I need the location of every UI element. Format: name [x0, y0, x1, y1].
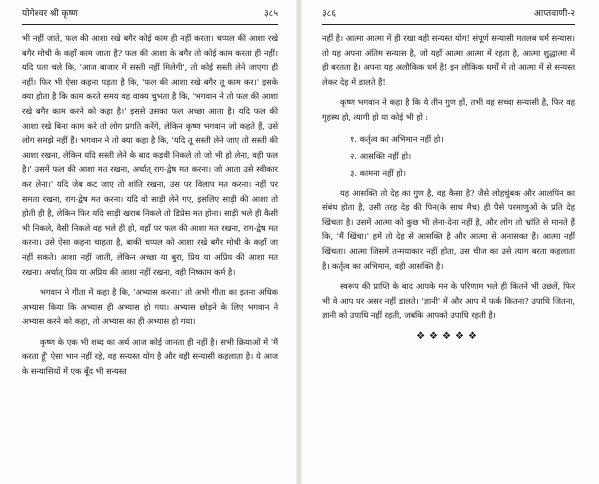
- paragraph: भगवान ने गीता में कहा है कि, 'अभ्यास करना।' तो अभी गीता का इतना अधिक अभ्यास किया कि अभ्यास ही अभ्यास हो गया। अभ्यास छोड़ने के लिए भगवान ने अभ्यास करने को कहा, तो अभ्यास का ही अभ्यास हो गया।: [22, 287, 278, 327]
- header-rule-left: [22, 24, 278, 25]
- qualities-list: [322, 131, 575, 182]
- right-page-header: [322, 8, 575, 22]
- running-head-left: योगेश्वर श्री कृष्ण: [22, 9, 78, 19]
- paragraph: स्वरूप की प्राप्ति के बाद आपके मन के परिणाम भले ही कितने भी उछलें, फिर भी वे आप पर असर नहीं डालते। 'ज्ञानी' में और आप में फर्क कितना? उपाधि जितना, ज्ञानी को उपाधि नहीं रहती, जबकि आपको उपाधि रहती है।: [322, 281, 575, 321]
- list-item: ३. कामना नहीं हो।: [350, 167, 406, 178]
- list-item: २. आसक्ति नहीं हो।: [350, 150, 412, 161]
- header-rule-right: [322, 24, 575, 25]
- page-number-left: ३८५: [263, 9, 278, 19]
- paragraph: भी नहीं जाते, फल की आशा रखे बगैर कोई काम ही नहीं करता। चप्पल की आशा रखे बगैर मोची के कहाँ काम जाता है? फल की आशा के बगैर तो कोई काम करता ही नहीं। यदि पता चले कि, 'आज बाजार में सस्ती नहीं मिलेगी', तो कोई सस्ती लेने जाएगा ही नहीं। फिर भी ऐसा कहना पड़ता है कि, 'फल की आशा रखे बगैर तू काम कर।' इसके क्या होता है कि काम करते समय वह वाक्य चुभता है कि, 'भगवान ने तो फल की आशा रखे बगैर काम करने को कहा है।' इससे उसका फल अच्छा आता है। यदि फल की आशा रखे बिना काम करे तो लोग प्रगति करेंगे, लेकिन कृष्ण भगवान जो कहते हैं, उसे लोग समझे नहीं हैं। भगवान ने तो क्या कहा है कि, 'यदि तू सस्ती लेने जाए तो सस्ती की आशा रखना, लेकिन यदि सस्ती लेने के बाद कड़वी निकले तो जो भी हो लेना, वही फल है।' उसमें फल की आशा मत रखना, अर्थात् राग-द्वेष मत करना। जो आता उसे स्वीकार कर लेना।' यदि जेब कट जाए तो शांति रखना, उस पर विलाप मत करना। नहीं पर समता रखना, राग-द्वेष मत करना। यदि वो साड़ी लेने गए, इसलिए साड़ी की आशा तो होती ही है, लेकिन फिर यदि साड़ी खराब निकले तो डिप्रेस मत होना। साड़ी भले ही कैसी भी निकले, वैसी निकले वह भले ही हो, वहाँ पर फल की आशा मत रखना, राग-द्वेष मत करना। उसे ऐसा कहना चाहता है, बाकी चप्पल को आशा रखे बगैर मोची के कहाँ जा नहीं सकते। आशा नहीं जाती, लेकिन अच्छा या बुरा, प्रिय या अप्रिय की आशा मत रखना। अर्थात् प्रिय या अप्रिय की आशा नहीं रखना, वही निष्काम कर्म है।: [22, 33, 278, 277]
- paragraph: कृष्ण भगवान ने कहा है कि ये तीन गुण हों, तभी वह सच्चा सन्यासी है, फिर वह गृहस्थ हो, त्यागी हो या कोई भी हो :: [322, 97, 575, 122]
- left-page-header: [22, 8, 278, 22]
- paragraph: कृष्ण के एक भी शब्द का अर्थ आज कोई जानता ही नहीं है। सभी क्रियाओं में 'मैं करता हूँ' ऐसा भान नहीं रहे, वह सन्यस्त योग है और वही सन्यासी कहलाता है। ये आज के सन्यासियों में एक बूँद भी सन्यस्त: [22, 336, 278, 377]
- page-number-right: ३८६: [322, 9, 337, 19]
- paragraph: नहीं है। आत्मा आत्मा में ही रखा वही सन्यस्त योग! संपूर्ण सन्यासी मतलब धर्म सन्यास। तो यह अपना अंतिम सन्यास है, जो यहाँ आत्मा आत्मा में रहता है, आत्मा शुद्धात्मा में ही बरतता है। अपना यह अलौकिक धर्म है! इन लौकिक धर्मों में तो आत्मा में से सन्यस्त लेकर देह में डालते हैं!: [322, 33, 575, 87]
- running-head-right: आप्तवाणी-२: [534, 9, 575, 19]
- right-page: [302, 0, 599, 484]
- list-item: १. कर्तृत्व का अभिमान नहीं हो।: [350, 133, 444, 144]
- section-ornament: ❖❖❖❖❖: [416, 330, 481, 342]
- left-page: [0, 0, 296, 484]
- paragraph: यह आसक्ति तो देह का गुण है, वह कैसा है? जैसे लोहचुंबक और आलपिन का संबंध होता है, उसी तरह देह की पिन(के साथ मैच) ही पैसे परमाणुओं के प्रति देह खिंचता है। उसमें आत्मा को कुछ भी लेना-देना नहीं है, और लोग तो भ्रांति से मानते हैं कि, 'मैं खिंचा।' हमें तो देह से आसक्ति है और आत्मा से अनासक्त हैं। आत्मा नहीं खिंचता। आत्मा जिसमें तन्मयाकार नहीं होता, उस चीज का उसे त्याग बरता कहलाता है। कर्तृत्व का अभिमान, वही आसक्ति है।: [322, 187, 575, 271]
